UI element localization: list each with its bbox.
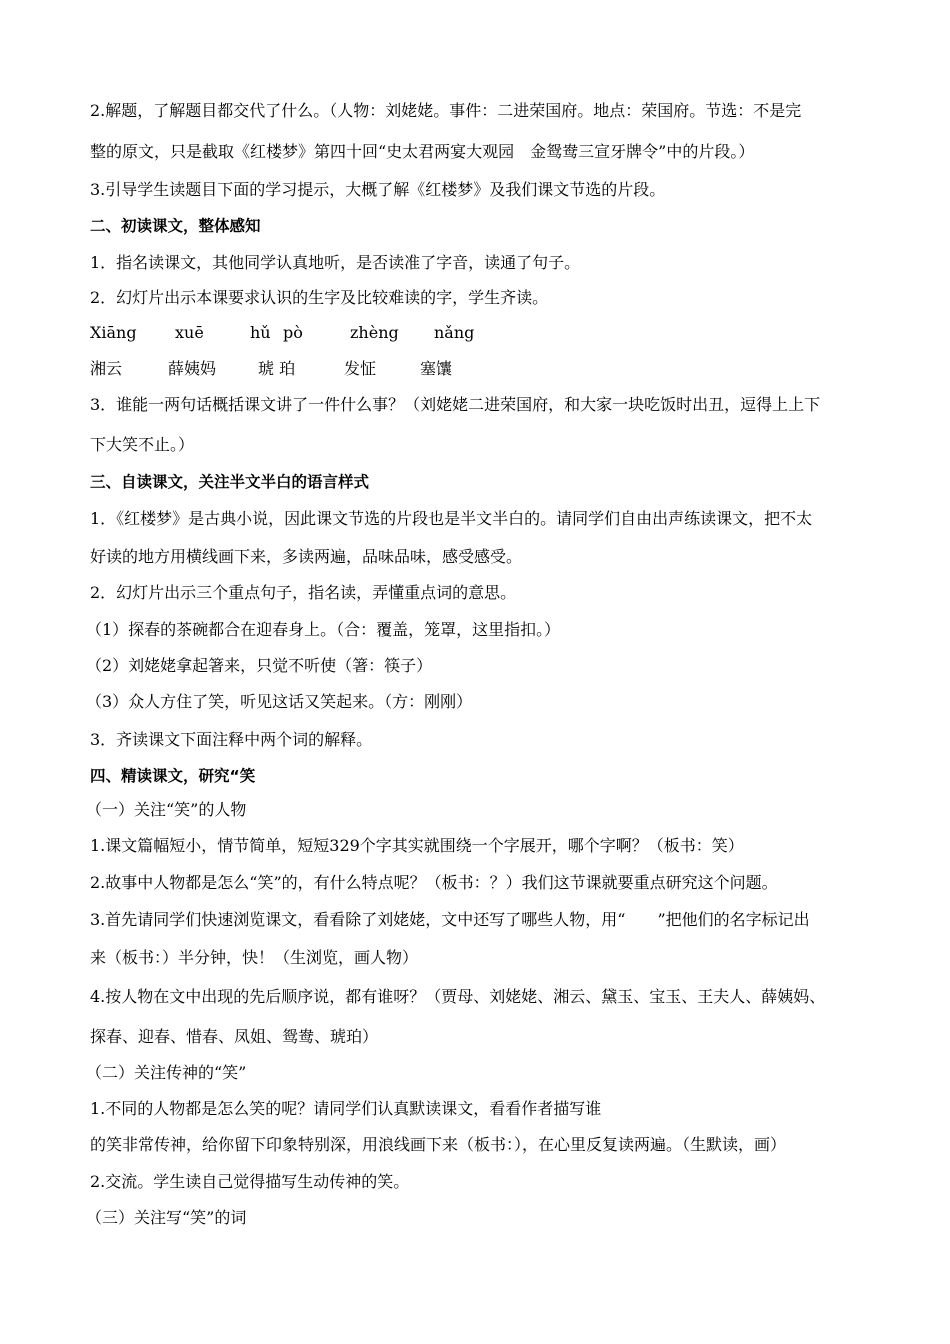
text-line: 4.按人物在文中出现的先后顺序说，都有谁呀？（贾母、刘姥姥、湘云、黛玉、宝玉、王夫人、薛姨妈、	[90, 987, 826, 1006]
text-line: 3.首先请同学们快速浏览课文，看看除了刘姥姥，文中还写了哪些人物，用“ ”把他们的名字标记出	[90, 910, 810, 929]
section-heading-2: 二、初读课文，整体感知	[90, 217, 261, 235]
vocab-word: 塞馕	[420, 359, 453, 378]
text-line: （1）探春的茶碗都合在迎春身上。（合：覆盖，笼罩，这里指扣。）	[86, 620, 561, 639]
subsection-heading: （一）关注“笑”的人物	[86, 800, 247, 819]
pinyin: pò	[283, 323, 303, 342]
pinyin: xuē	[175, 323, 204, 342]
text-line: 2.解题，了解题目都交代了什么。（人物：刘姥姥。事件：二进荣国府。地点：荣国府。节选：不是完	[90, 101, 802, 120]
text-line: 探春、迎春、惜春、凤姐、鸳鸯、琥珀）	[90, 1027, 379, 1046]
section-heading-3: 三、自读课文，关注半文半白的语言样式	[90, 473, 370, 491]
text-line: 3．谁能一两句话概括课文讲了一件什么事？（刘姥姥二进荣国府，和大家一块吃饭时出丑，逗得上上下	[90, 395, 821, 414]
text-line: 3.引导学生读题目下面的学习提示，大概了解《红楼梦》及我们课文节选的片段。	[90, 180, 666, 199]
text-line: 整的原文，只是截取《红楼梦》第四十回“史太君两宴大观园 金鸳鸯三宣牙牌令”中的片段。）	[90, 142, 755, 161]
pinyin: zhèng	[350, 323, 399, 342]
vocab-word: 发怔	[344, 359, 377, 378]
text-line: 1.课文篇幅短小，情节简单，短短329个字其实就围绕一个字展开，哪个字啊？（板书：笑）	[90, 836, 744, 855]
pinyin: hǔ	[250, 323, 271, 342]
pinyin: Xiāng	[90, 323, 137, 342]
text-line: （2）刘姥姥拿起箸来，只觉不听使（箸：筷子）	[86, 656, 433, 675]
text-line: 好读的地方用横线画下来，多读两遍，品味品味，感受感受。	[90, 547, 523, 566]
text-line: 下大笑不止。）	[90, 435, 195, 454]
pinyin: nǎng	[434, 323, 475, 342]
vocab-word: 薛姨妈	[168, 359, 217, 378]
vocab-word: 湘云	[90, 359, 123, 378]
text-line: 1．指名读课文，其他同学认真地听，是否读准了字音，读通了句子。	[90, 253, 581, 272]
text-line: 1.不同的人物都是怎么笑的呢？请同学们认真默读课文，看看作者描写谁	[90, 1099, 602, 1118]
text-line: 2.交流。学生读自己觉得描写生动传神的笑。	[90, 1172, 410, 1191]
pinyin-row	[90, 323, 850, 343]
text-line: 的笑非常传神，给你留下印象特别深，用浪线画下来（板书：），在心里反复读两遍。（生默读，画）	[90, 1135, 787, 1154]
section-heading-4: 四、精读课文，研究“笑	[90, 767, 256, 785]
text-line: （3）众人方住了笑，听见这话又笑起来。（方：刚刚）	[86, 692, 473, 711]
vocab-row	[90, 359, 850, 379]
text-line: 2．幻灯片出示本课要求认识的生字及比较难读的字，学生齐读。	[90, 288, 549, 307]
text-line: 3．齐读课文下面注释中两个词的解释。	[90, 730, 373, 749]
subsection-heading: （三）关注写“笑”的词	[86, 1208, 247, 1227]
text-line: 2.故事中人物都是怎么“笑”的，有什么特点呢？（板书：？）我们这节课就要重点研究这个问题。	[90, 873, 778, 892]
vocab-word: 琥 珀	[258, 359, 296, 378]
subsection-heading: （二）关注传神的“笑”	[86, 1063, 247, 1082]
text-line: 1．《红楼梦》是古典小说，因此课文节选的片段也是半文半白的。请同学们自由出声练读课文，把不太	[90, 509, 813, 528]
text-line: 2．幻灯片出示三个重点句子，指名读，弄懂重点词的意思。	[90, 583, 517, 602]
text-line: 来（板书：）半分钟，快！（生浏览，画人物）	[90, 948, 419, 967]
